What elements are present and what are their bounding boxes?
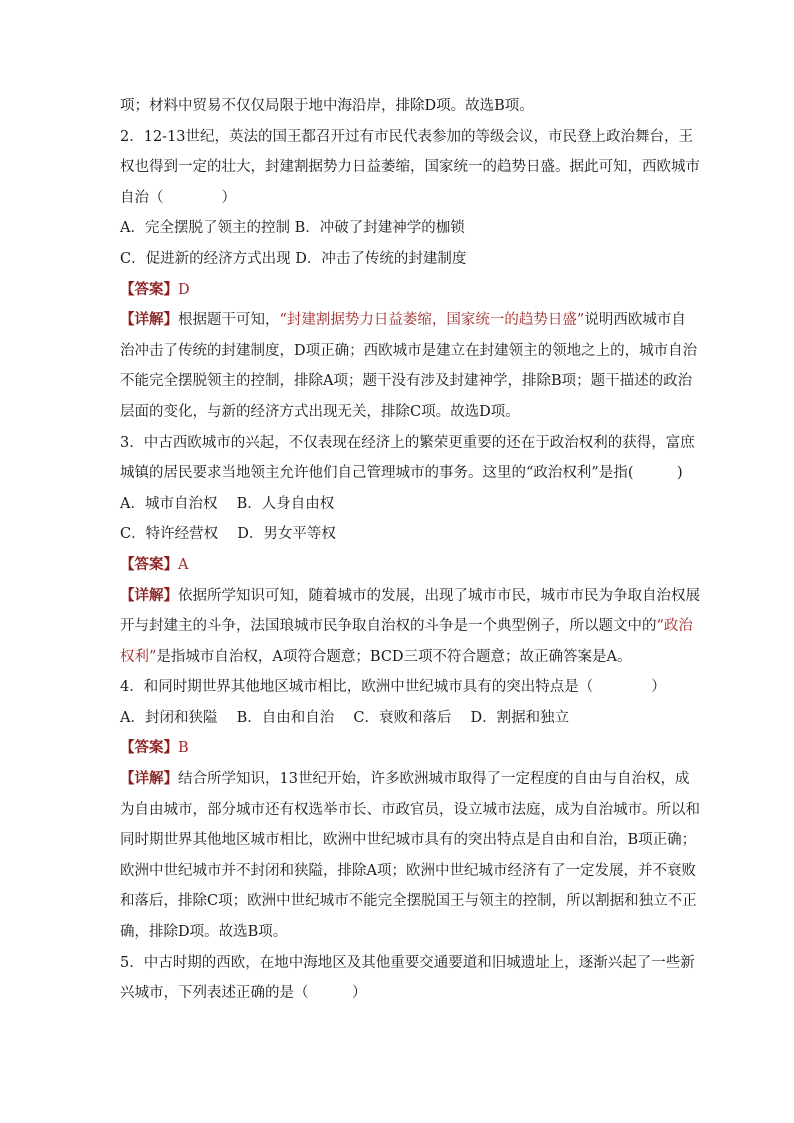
section-tag: 【详解】 <box>120 770 178 788</box>
document-page <box>120 96 700 1014</box>
line-text: 确，排除D项。故选B项。 <box>120 924 288 941</box>
text-line <box>120 800 700 820</box>
highlight-text: D <box>178 281 190 298</box>
line-text: 和落后，排除C项；欧洲中世纪城市不能完全摆脱国王与领主的控制，所以割据和独立不正 <box>120 893 697 910</box>
text-line <box>120 341 698 361</box>
highlight-text: A <box>178 556 189 573</box>
line-text: 治冲击了传统的封建制度，D项正确；西欧城市是建立在封建领主的领地之上的，城市自治 <box>120 342 698 359</box>
text-line <box>120 96 680 116</box>
text-line <box>120 708 680 728</box>
line-text: 开与封建主的斗争，法国琅城市民争取自治权的斗争是一个典型例子，所以题文中的 <box>120 618 657 635</box>
text-line <box>120 738 680 758</box>
text-line <box>120 463 683 483</box>
text-line <box>120 983 680 1003</box>
line-text: 2．12-13世纪，英法的国王都召开过有市民代表参加的等级会议，市民登上政治舞台，王 <box>120 128 694 145</box>
text-line <box>120 891 697 911</box>
line-text: 为自由城市，部分城市还有权选举市长、市政官员，设立城市法庭，成为自治城市。所以和 <box>120 801 700 818</box>
text-line <box>120 953 695 973</box>
text-line <box>120 157 700 177</box>
line-text: 城镇的居民要求当地领主允许他们自己管理城市的事务。这里的“政治权利”是指( ) <box>120 465 683 482</box>
text-line <box>120 127 694 147</box>
text-line <box>120 647 680 667</box>
line-text: 欧洲中世纪城市并不封闭和狭隘，排除A项；欧洲中世纪城市经济有了一定发展，并不衰败 <box>120 862 696 879</box>
line-text: C．促进新的经济方式出现 D．冲击了传统的封建制度 <box>120 250 467 267</box>
text-line <box>120 524 680 544</box>
highlight-text: “封建割据势力日益萎缩，国家统一的趋势日盛” <box>279 312 585 329</box>
text-line <box>120 218 680 238</box>
line-text: 是指城市自治权，A项符合题意；BCD三项不符合题意；故正确答案是A。 <box>156 648 632 665</box>
text-line <box>120 249 680 269</box>
line-text: A．完全摆脱了领主的控制 B．冲破了封建神学的枷锁 <box>120 220 465 237</box>
highlight-text: 权利” <box>120 648 157 665</box>
text-line <box>120 616 693 636</box>
line-text: C．特许经营权 D．男女平等权 <box>120 526 336 543</box>
line-text: 同时期世界其他地区城市相比，欧洲中世纪城市具有的突出特点是自由和自治，B项正确； <box>120 832 697 849</box>
line-text: 依据所学知识可知，随着城市的发展，出现了城市市民，城市市民为争取自治权展 <box>178 587 700 604</box>
text-line <box>120 769 690 789</box>
section-tag: 【答案】 <box>120 555 178 573</box>
line-text: 权也得到一定的壮大，封建割据势力日益萎缩，国家统一的趋势日盛。据此可知，西欧城市 <box>120 159 700 176</box>
text-line <box>120 861 696 881</box>
line-text: 层面的变化，与新的经济方式出现无关，排除C项。故选D项。 <box>120 403 520 420</box>
line-text: 4．和同时期世界其他地区城市相比，欧洲中世纪城市具有的突出特点是（ ） <box>120 679 666 696</box>
line-text: A．封闭和狭隘 B．自由和自治 C．衰败和落后 D．割据和独立 <box>120 709 570 726</box>
text-line <box>120 494 680 514</box>
highlight-text: B <box>178 740 189 757</box>
text-line <box>120 830 697 850</box>
line-text: 结合所学知识，13世纪开始，许多欧洲城市取得了一定程度的自由与自治权，成 <box>178 771 690 788</box>
section-tag: 【详解】 <box>120 586 178 604</box>
text-line <box>120 677 680 697</box>
line-text: 根据题干可知， <box>178 312 280 329</box>
line-text: 不能完全摆脱领主的控制，排除A项；题干没有涉及封建神学，排除B项；题干描述的政治 <box>120 373 693 390</box>
text-line <box>120 586 700 606</box>
section-tag: 【详解】 <box>120 311 178 329</box>
line-text: 说明西欧城市自 <box>584 312 686 329</box>
text-line <box>120 555 680 575</box>
line-text: 自治（ ） <box>120 189 236 206</box>
text-line <box>120 188 680 208</box>
highlight-text: “政治 <box>656 618 693 635</box>
line-text: 3．中古西欧城市的兴起，不仅表现在经济上的繁荣更重要的还在于政治权利的获得，富庶 <box>120 434 695 451</box>
text-line <box>120 433 695 453</box>
line-text: 5．中古时期的西欧，在地中海地区及其他重要交通要道和旧城遗址上，逐渐兴起了一些新 <box>120 954 695 971</box>
text-line <box>120 402 680 422</box>
text-line <box>120 280 680 300</box>
line-text: 兴城市，下列表述正确的是（ ） <box>120 985 367 1002</box>
line-text: 项；材料中贸易不仅仅局限于地中海沿岸，排除D项。故选B项。 <box>120 98 534 114</box>
line-text: A．城市自治权 B．人身自由权 <box>120 495 335 512</box>
section-tag: 【答案】 <box>120 739 178 757</box>
text-line <box>120 310 686 330</box>
section-tag: 【答案】 <box>120 280 178 298</box>
text-line <box>120 371 693 391</box>
text-line <box>120 922 680 942</box>
